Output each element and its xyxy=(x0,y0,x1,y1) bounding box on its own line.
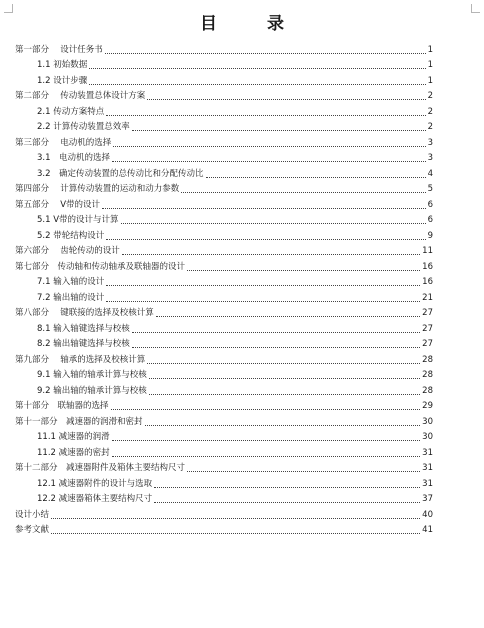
toc-entry-label: 11.2 减速器的密封 xyxy=(37,447,110,458)
toc-entry-label: 第八部分 键联接的选择及校核计算 xyxy=(15,308,154,318)
toc-entry-label: 第十一部分 减速器的润滑和密封 xyxy=(15,416,143,427)
toc-entry[interactable] xyxy=(15,521,433,537)
toc-dot-leader xyxy=(112,440,421,441)
toc-entry[interactable] xyxy=(15,133,433,149)
toc-entry[interactable] xyxy=(15,412,433,428)
toc-entry-label: 9.2 输出轴的轴承计算与校核 xyxy=(37,385,147,396)
toc-entry[interactable] xyxy=(15,118,433,134)
toc-dot-leader xyxy=(187,471,420,472)
toc-entry-label: 3.1 电动机的选择 xyxy=(37,153,111,163)
toc-entry-page-number: 40 xyxy=(422,509,433,520)
toc-dot-leader xyxy=(102,208,426,209)
toc-entry-label: 8.1 输入轴键选择与校核 xyxy=(37,323,130,334)
toc-entry-page-number: 27 xyxy=(422,323,433,334)
toc-entry-page-number: 3 xyxy=(427,137,433,148)
toc-entry-page-number: 21 xyxy=(422,292,433,303)
page-corner-mark-left xyxy=(4,4,13,13)
toc-entry-label: 5.2 带轮结构设计 xyxy=(37,230,105,241)
toc-entry[interactable] xyxy=(15,490,433,506)
toc-dot-leader xyxy=(154,487,420,488)
toc-entry[interactable] xyxy=(15,87,433,103)
toc-entry[interactable] xyxy=(15,211,433,227)
toc-dot-leader xyxy=(187,270,420,271)
toc-dot-leader xyxy=(106,115,425,116)
toc-entry-page-number: 31 xyxy=(422,447,433,458)
toc-dot-leader xyxy=(145,425,421,426)
toc-entry-page-number: 28 xyxy=(422,385,433,396)
toc-entry[interactable] xyxy=(15,505,433,521)
toc-entry[interactable] xyxy=(15,257,433,273)
toc-entry-page-number: 2 xyxy=(427,91,433,101)
toc-entry-label: 12.1 减速器附件的设计与选取 xyxy=(37,478,153,489)
toc-entry[interactable] xyxy=(15,443,433,459)
toc-entry-label: 第五部分 V带的设计 xyxy=(15,199,101,210)
toc-dot-leader xyxy=(132,130,426,131)
toc-entry[interactable] xyxy=(15,459,433,475)
toc-entry-label: 8.2 输出轴键选择与校核 xyxy=(37,339,130,349)
page-title: 目 录 xyxy=(200,14,306,34)
toc-dot-leader xyxy=(51,533,420,534)
toc-entry-page-number: 1 xyxy=(427,60,433,70)
toc-entry-page-number: 5 xyxy=(427,184,433,194)
toc-entry-label: 1.1 初始数据 xyxy=(37,60,88,70)
toc-entry-page-number: 16 xyxy=(422,277,433,287)
toc-entry-label: 1.2 设计步骤 xyxy=(37,75,88,86)
toc-entry-page-number: 30 xyxy=(422,416,433,427)
toc-entry-page-number: 1 xyxy=(427,75,433,86)
toc-entry-label: 第三部分 电动机的选择 xyxy=(15,137,112,148)
toc-entry-page-number: 9 xyxy=(427,230,433,241)
toc-entry[interactable] xyxy=(15,288,433,304)
toc-entry-label: 设计小结 xyxy=(15,509,50,520)
toc-dot-leader xyxy=(149,378,420,379)
toc-dot-leader xyxy=(132,332,420,333)
toc-entry-page-number: 28 xyxy=(422,354,433,365)
toc-dot-leader xyxy=(106,285,420,286)
toc-entry[interactable] xyxy=(15,149,433,165)
toc-entry[interactable] xyxy=(15,397,433,413)
toc-entry-page-number: 2 xyxy=(427,106,433,117)
toc-entry-page-number: 4 xyxy=(427,168,433,179)
toc-entry[interactable] xyxy=(15,102,433,118)
toc-entry-label: 第九部分 轴承的选择及校核计算 xyxy=(15,354,146,365)
toc-entry-label: 9.1 输入轴的轴承计算与校核 xyxy=(37,370,147,380)
toc-dot-leader xyxy=(105,53,426,54)
toc-entry-page-number: 2 xyxy=(427,122,433,132)
toc-dot-leader xyxy=(132,347,420,348)
toc-dot-leader xyxy=(111,409,421,410)
toc-entry-page-number: 30 xyxy=(422,432,433,442)
toc-entry-label: 第四部分 计算传动装置的运动和动力参数 xyxy=(15,184,180,194)
toc-entry[interactable] xyxy=(15,71,433,87)
toc-entry-page-number: 27 xyxy=(422,308,433,318)
toc-entry-page-number: 28 xyxy=(422,370,433,380)
toc-entry[interactable] xyxy=(15,242,433,258)
toc-entry[interactable] xyxy=(15,319,433,335)
toc-entry[interactable] xyxy=(15,56,433,72)
toc-dot-leader xyxy=(121,223,426,224)
toc-entry[interactable] xyxy=(15,304,433,320)
toc-entry[interactable] xyxy=(15,180,433,196)
toc-entry-label: 第七部分 传动轴和传动轴承及联轴器的设计 xyxy=(15,261,186,272)
toc-entry-label: 7.1 输入轴的设计 xyxy=(37,277,105,287)
toc-entry-page-number: 16 xyxy=(422,261,433,272)
table-of-contents xyxy=(15,40,433,536)
toc-entry-label: 5.1 V带的设计与计算 xyxy=(37,215,119,225)
toc-entry[interactable] xyxy=(15,273,433,289)
toc-dot-leader xyxy=(112,456,421,457)
toc-dot-leader xyxy=(112,161,426,162)
toc-entry-label: 第一部分 设计任务书 xyxy=(15,44,103,55)
toc-entry[interactable] xyxy=(15,366,433,382)
toc-dot-leader xyxy=(89,84,425,85)
toc-entry-page-number: 27 xyxy=(422,339,433,349)
toc-entry[interactable] xyxy=(15,226,433,242)
toc-dot-leader xyxy=(147,363,420,364)
toc-entry-label: 2.1 传动方案特点 xyxy=(37,106,105,117)
toc-entry[interactable] xyxy=(15,335,433,351)
toc-entry-label: 3.2 确定传动装置的总传动比和分配传动比 xyxy=(37,168,204,179)
toc-entry[interactable] xyxy=(15,350,433,366)
toc-entry-label: 参考文献 xyxy=(15,525,50,535)
toc-entry-page-number: 31 xyxy=(422,478,433,489)
toc-entry-label: 7.2 输出轴的设计 xyxy=(37,292,105,303)
toc-entry[interactable] xyxy=(15,164,433,180)
toc-entry-page-number: 31 xyxy=(422,463,433,473)
toc-entry-label: 第二部分 传动装置总体设计方案 xyxy=(15,91,146,101)
toc-dot-leader xyxy=(149,394,420,395)
toc-entry-label: 第六部分 齿轮传动的设计 xyxy=(15,246,120,256)
toc-entry-page-number: 29 xyxy=(422,401,433,411)
toc-entry-page-number: 1 xyxy=(427,44,433,55)
toc-entry[interactable] xyxy=(15,428,433,444)
toc-entry[interactable] xyxy=(15,381,433,397)
toc-entry-page-number: 6 xyxy=(427,215,433,225)
toc-entry-label: 第十部分 联轴器的选择 xyxy=(15,401,109,411)
toc-dot-leader xyxy=(147,99,425,100)
toc-entry[interactable] xyxy=(15,195,433,211)
toc-dot-leader xyxy=(106,239,425,240)
page-corner-mark-right xyxy=(471,4,480,13)
toc-entry-page-number: 11 xyxy=(422,246,433,256)
toc-dot-leader xyxy=(106,301,420,302)
toc-dot-leader xyxy=(181,192,425,193)
toc-dot-leader xyxy=(154,502,420,503)
toc-dot-leader xyxy=(113,146,425,147)
toc-dot-leader xyxy=(206,177,426,178)
toc-dot-leader xyxy=(51,518,420,519)
toc-entry-label: 11.1 减速器的润滑 xyxy=(37,432,110,442)
toc-dot-leader xyxy=(89,68,425,69)
toc-entry-page-number: 3 xyxy=(427,153,433,163)
toc-entry-label: 12.2 减速器箱体主要结构尺寸 xyxy=(37,494,153,504)
toc-entry-label: 2.2 计算传动装置总效率 xyxy=(37,122,130,132)
toc-entry-page-number: 6 xyxy=(427,199,433,210)
toc-entry[interactable] xyxy=(15,40,433,56)
toc-entry[interactable] xyxy=(15,474,433,490)
toc-dot-leader xyxy=(156,316,420,317)
toc-entry-page-number: 37 xyxy=(422,494,433,504)
toc-entry-label: 第十二部分 减速器附件及箱体主要结构尺寸 xyxy=(15,463,186,473)
toc-dot-leader xyxy=(122,254,420,255)
toc-entry-page-number: 41 xyxy=(422,525,433,535)
